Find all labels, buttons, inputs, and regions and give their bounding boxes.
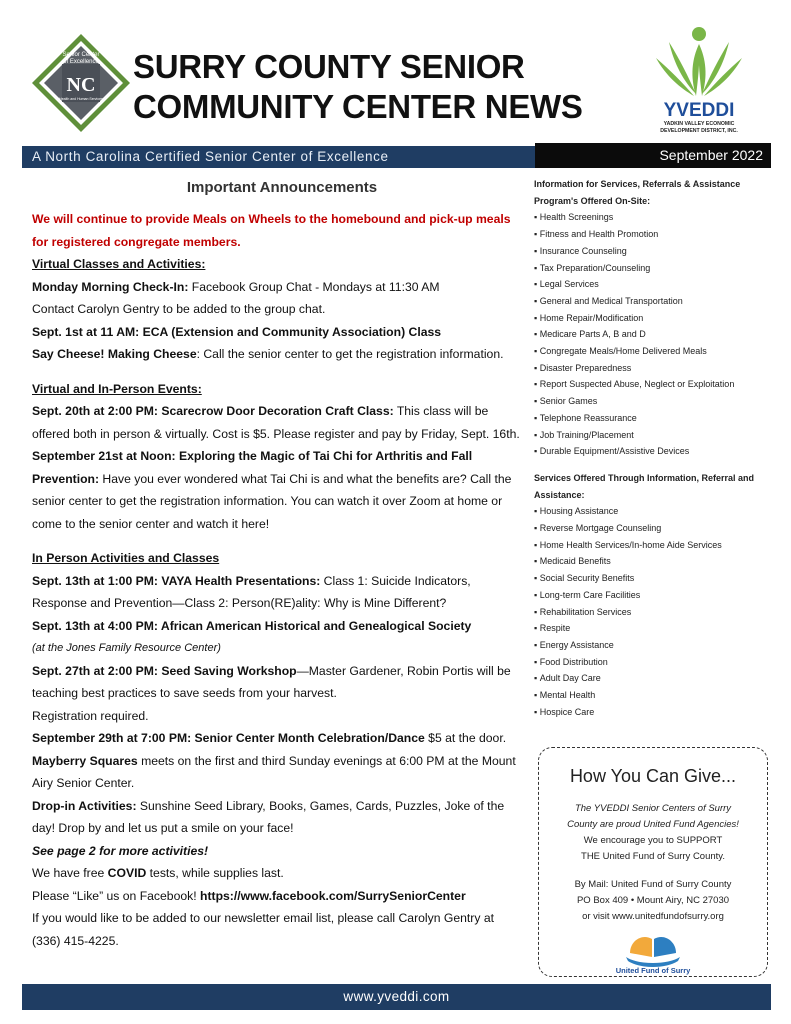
in-person-heading: In Person Activities and Classes (32, 551, 220, 565)
drop-in-item (32, 795, 522, 840)
give-mail-line1: By Mail: United Fund of Surry County (574, 879, 732, 890)
eca-class-item: Sept. 1st at 11 AM: ECA (Extension and Community Association) Class (32, 324, 442, 339)
announcements-column (32, 178, 522, 952)
monday-checkin-contact: Contact Carolyn Gentry to be added to the group chat. (32, 302, 326, 316)
list-item: ▪ Rehabilitation Services (534, 604, 774, 621)
give-mail-info (539, 877, 767, 925)
list-item: ▪ Disaster Preparedness (534, 360, 774, 377)
list-item: ▪ Legal Services (534, 276, 774, 293)
list-item: ▪ General and Medical Transportation (534, 293, 774, 310)
see-page-2-note: See page 2 for more activities! (32, 843, 209, 858)
mayberry-item (32, 750, 522, 795)
how-to-give-box (538, 747, 768, 977)
give-website[interactable]: or visit www.unitedfundofsurry.org (582, 911, 724, 922)
tai-chi-title: September 21st at Noon: Exploring the Magic of Tai Chi for Arthritis and Fall Prevention: (32, 449, 473, 486)
cheese-item (32, 343, 522, 366)
list-item: ▪ Job Training/Placement (534, 427, 774, 444)
list-item: ▪ Food Distribution (534, 654, 774, 671)
covid-post: tests, while supplies last. (146, 866, 284, 880)
genealogical-society-item: Sept. 13th at 4:00 PM: African American Historical and Genealogical Society (32, 618, 472, 633)
newsletter-signup-note: If you would like to be added to our newsletter email list, please call Carolyn Gentry at (336) 415-4225. (32, 911, 495, 948)
celebration-text: $5 at the door. (424, 731, 507, 745)
seal-line1: Senior Center (62, 52, 100, 58)
list-item: ▪ Report Suspected Abuse, Neglect or Exploitation (534, 376, 774, 393)
facebook-pre: Please “Like” us on Facebook! (32, 888, 201, 903)
list-item: ▪ Health Screenings (534, 209, 774, 226)
list-item: ▪ Congregate Meals/Home Delivered Meals (534, 343, 774, 360)
list-item: ▪ Housing Assistance (534, 503, 774, 520)
scarecrow-text: This class will be offered both in person & virtually. Cost is $5. Please register and pay by Friday, Sept. 16th. (32, 404, 520, 441)
cheese-text: : Call the senior center to get the registration information. (196, 347, 504, 361)
celebration-item (32, 727, 522, 750)
mayberry-title: Mayberry Squares (32, 753, 138, 768)
footer-bar (22, 984, 771, 1010)
tagline-banner (22, 146, 535, 168)
give-description (539, 801, 767, 865)
vaya-text: Class 1: Suicide Indicators, Response and Prevention—Class 2: Person(RE)ality: Why is Mine Different? (32, 573, 471, 610)
newsletter-title-line1: SURRY COUNTY SENIOR (133, 48, 525, 85)
give-mail-line2: PO Box 409 • Mount Airy, NC 27030 (576, 895, 730, 906)
senior-center-excellence-seal-icon (30, 32, 132, 134)
list-item: ▪ Home Health Services/In-home Aide Services (534, 537, 774, 554)
seed-saving-registration: Registration required. (32, 708, 149, 723)
facebook-notice (32, 885, 522, 908)
list-item: ▪ Mental Health (534, 687, 774, 704)
seed-saving-item (32, 660, 522, 705)
meals-notice: We will continue to provide Meals on Wheels to the homebound and pick-up meals for registered congregate members. (32, 212, 511, 249)
united-fund-logo-icon (608, 927, 698, 975)
list-item: ▪ Insurance Counseling (534, 243, 774, 260)
yveddi-name: YVEDDI (663, 100, 735, 121)
drop-in-title: Drop-in Activities: (32, 798, 137, 813)
vaya-title: Sept. 13th at 1:00 PM: VAYA Health Presentations: (32, 573, 321, 588)
list-item: ▪ Reverse Mortgage Counseling (534, 520, 774, 537)
celebration-title: September 29th at 7:00 PM: Senior Center Month Celebration/Dance (32, 731, 425, 745)
list-item: ▪ Fitness and Health Promotion (534, 226, 774, 243)
vaya-item (32, 570, 522, 615)
monday-checkin-text: Facebook Group Chat - Mondays at 11:30 AM (188, 279, 440, 294)
virtual-classes-heading: Virtual Classes and Activities: (32, 257, 206, 271)
issue-date: September 2022 (659, 147, 763, 163)
give-title: How You Can Give... (569, 766, 737, 786)
monday-checkin-title: Monday Morning Check-In: (32, 279, 189, 294)
list-item: ▪ Senior Games (534, 393, 774, 410)
services-heading: Information for Services, Referrals & Assistance (534, 179, 741, 189)
give-agency-note: The YVEDDI Senior Centers of Surry County are proud United Fund Agencies! (567, 803, 739, 830)
newsletter-title-line2: COMMUNITY CENTER NEWS (133, 88, 583, 125)
seal-line2: of Excellence (63, 59, 99, 65)
yveddi-logo-icon (644, 24, 764, 136)
list-item: ▪ Telephone Reassurance (534, 410, 774, 427)
seed-saving-title: Sept. 27th at 2:00 PM: Seed Saving Workshop (32, 663, 297, 678)
referral-heading: Services Offered Through Information, Referral and Assistance: (534, 472, 755, 500)
drop-in-text: Sunshine Seed Library, Books, Games, Cards, Puzzles, Joke of the day! Drop by and let us put a smile on your face! (32, 798, 505, 835)
list-item: ▪ Hospice Care (534, 704, 774, 721)
yveddi-subtitle2: DEVELOPMENT DISTRICT, INC. (660, 128, 738, 134)
facebook-link[interactable]: https://www.facebook.com/SurrySeniorCenter (200, 888, 466, 903)
list-item: ▪ Energy Assistance (534, 637, 774, 654)
seal-line4: Health and Human Services (59, 97, 103, 101)
covid-word: COVID (107, 866, 147, 880)
list-item: ▪ Respite (534, 620, 774, 637)
united-fund-logo-text: United Fund of Surry (615, 966, 691, 975)
mayberry-text: meets on the first and third Sunday evenings at 6:00 PM at the Mount Airy Senior Center. (32, 753, 516, 790)
scarecrow-title: Sept. 20th at 2:00 PM: Scarecrow Door Decoration Craft Class: (32, 404, 394, 418)
virtual-inperson-heading: Virtual and In-Person Events: (32, 381, 202, 396)
monday-checkin-item (32, 276, 522, 299)
yveddi-subtitle1: YADKIN VALLEY ECONOMIC (663, 121, 735, 127)
seal-nc: NC (66, 74, 96, 96)
tagline-text: A North Carolina Certified Senior Center of Excellence (32, 149, 389, 164)
tai-chi-item (32, 445, 522, 535)
list-item: ▪ Social Security Benefits (534, 570, 774, 587)
footer-website-link[interactable]: www.yveddi.com (343, 989, 450, 1004)
list-item: ▪ Adult Day Care (534, 670, 774, 687)
seed-saving-text: —Master Gardener, Robin Portis will be teaching best practices to save seeds from your harvest. (32, 663, 511, 700)
scarecrow-item (32, 400, 522, 445)
list-item: ▪ Home Repair/Modification (534, 310, 774, 327)
list-item: ▪ Durable Equipment/Assistive Devices (534, 443, 774, 460)
services-sidebar (534, 176, 774, 721)
list-item: ▪ Medicare Parts A, B and D (534, 326, 774, 343)
tai-chi-text: Have you ever wondered what Tai Chi is and what the benefits are? Call the senior center to get the registration information. You can watch it over Zoom at home or come to the senior center and watch it here! (32, 471, 512, 531)
list-item: ▪ Tax Preparation/Counseling (534, 260, 774, 277)
date-banner (535, 143, 771, 168)
announcements-title: Important Announcements (186, 179, 378, 196)
genealogical-location: (at the Jones Family Resource Center) (32, 642, 221, 654)
cheese-title: Say Cheese! Making Cheese (32, 347, 197, 361)
covid-notice (32, 862, 522, 885)
give-support-note: We encourage you to SUPPORT THE United Fund of Surry County. (581, 835, 725, 862)
list-item: ▪ Long-term Care Facilities (534, 587, 774, 604)
referral-list (534, 503, 774, 720)
onsite-list (534, 209, 774, 460)
covid-pre: We have free (32, 866, 108, 880)
list-item: ▪ Medicaid Benefits (534, 553, 774, 570)
onsite-heading: Program's Offered On-Site: (534, 195, 651, 206)
